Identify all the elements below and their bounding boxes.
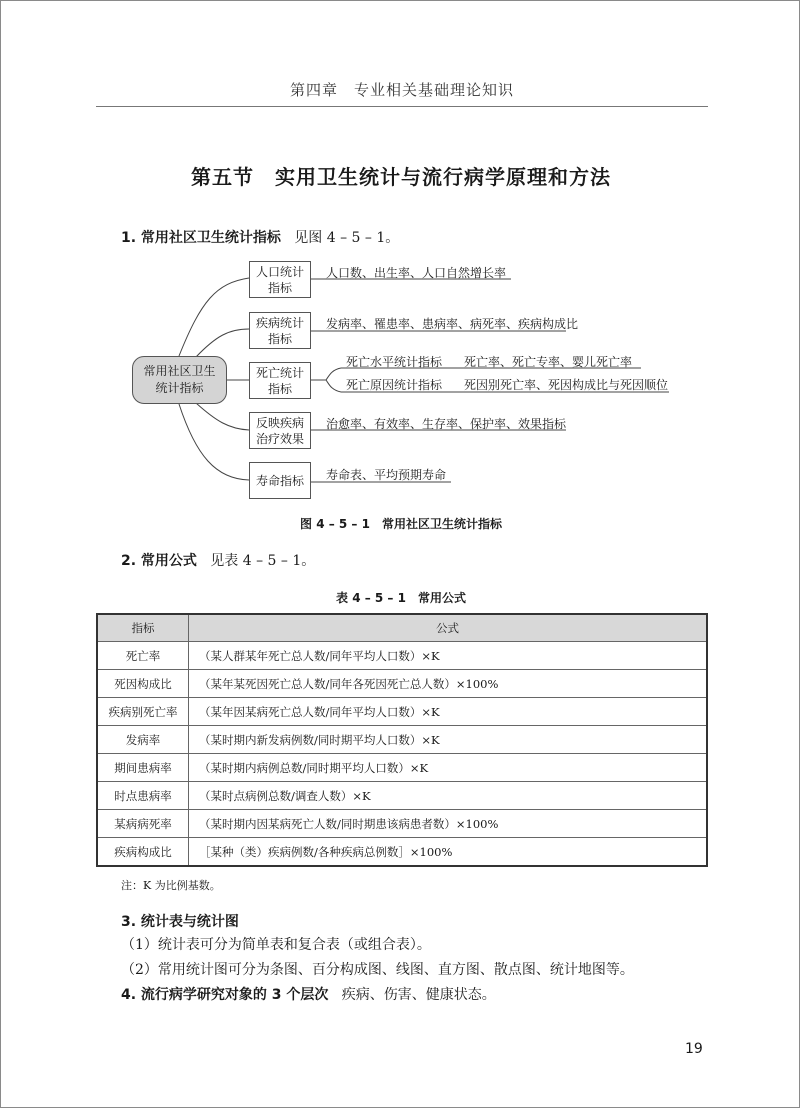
figure-sub-death-level: 死亡水平统计指标	[346, 355, 443, 369]
table-cell-indicator: 疾病别死亡率	[97, 698, 189, 726]
table-cell-formula: （某年因某病死亡总人数/同年平均人口数）×K	[189, 698, 708, 726]
table-row	[97, 670, 707, 698]
item-3-title: 3. 统计表与统计图	[121, 914, 239, 930]
figure-leaf-lifespan: 寿命表、平均预期寿命	[326, 468, 447, 482]
figure-leaf-treatment: 治愈率、有效率、生存率、保护率、效果指标	[326, 417, 567, 431]
table-cell-indicator: 死亡率	[97, 642, 189, 670]
table-row	[97, 782, 707, 810]
item-4-title: 4. 流行病学研究对象的 3 个层次	[121, 987, 329, 1003]
header-rule	[96, 106, 708, 107]
table-cell-indicator: 发病率	[97, 726, 189, 754]
figure-node-treatment: 反映疾病治疗效果	[249, 412, 311, 449]
table-cell-indicator: 某病病死率	[97, 810, 189, 838]
formula-table	[96, 613, 708, 867]
figure-leaf-disease: 发病率、罹患率、患病率、病死率、疾病构成比	[326, 317, 579, 331]
item-4-heading	[121, 984, 496, 1004]
table-caption: 表 4 – 5 – 1 常用公式	[336, 591, 466, 605]
table-cell-indicator: 时点患病率	[97, 782, 189, 810]
table-cell-formula: ［某种（类）疾病例数/各种疾病总例数］×100%	[189, 838, 708, 867]
item-3-heading	[121, 911, 239, 931]
figure-caption: 图 4 – 5 – 1 常用社区卫生统计指标	[300, 517, 502, 531]
table-header-row	[97, 614, 707, 642]
page-number: 19	[685, 1041, 703, 1057]
figure-sub-death-cause: 死亡原因统计指标	[346, 378, 443, 392]
table-cell-formula: （某时期内因某病死亡人数/同时期患该病患者数）×100%	[189, 810, 708, 838]
item-2-ref: 见表 4 – 5 – 1。	[210, 553, 316, 569]
figure-leaf-death-level: 死亡率、死亡专率、婴儿死亡率	[464, 355, 633, 369]
table-row	[97, 698, 707, 726]
figure-node-population: 人口统计指标	[249, 261, 311, 298]
table-header-indicator: 指标	[97, 614, 189, 642]
running-head: 第四章 专业相关基础理论知识	[289, 81, 514, 99]
figure-node-lifespan: 寿命指标	[249, 462, 311, 499]
table-row	[97, 754, 707, 782]
table-cell-formula: （某时期内新发病例数/同时期平均人口数）×K	[189, 726, 708, 754]
item-1-title: 1. 常用社区卫生统计指标	[121, 230, 281, 246]
table-header-formula: 公式	[189, 614, 708, 642]
figure-root-node: 常用社区卫生统计指标	[132, 356, 227, 404]
item-3-paragraph-2: （2）常用统计图可分为条图、百分构成图、线图、直方图、散点图、统计地图等。	[121, 962, 634, 978]
table-row	[97, 642, 707, 670]
table-cell-indicator: 死因构成比	[97, 670, 189, 698]
figure-leaf-population: 人口数、出生率、人口自然增长率	[326, 266, 507, 280]
item-4-text: 疾病、伤害、健康状态。	[341, 987, 496, 1003]
item-2-heading	[121, 550, 315, 570]
item-1-heading	[121, 227, 399, 247]
table-cell-formula: （某时期内病例总数/同时期平均人口数）×K	[189, 754, 708, 782]
table-note: 注：K 为比例基数。	[121, 879, 221, 892]
table-cell-formula: （某人群某年死亡总人数/同年平均人口数）×K	[189, 642, 708, 670]
table-row	[97, 810, 707, 838]
table-cell-indicator: 期间患病率	[97, 754, 189, 782]
section-title: 第五节 实用卫生统计与流行病学原理和方法	[191, 165, 611, 189]
item-3-paragraph-1: （1）统计表可分为简单表和复合表（或组合表）。	[121, 937, 431, 953]
figure-leaf-death-cause: 死因别死亡率、死因构成比与死因顺位	[464, 378, 669, 392]
figure-node-disease: 疾病统计指标	[249, 312, 311, 349]
item-2-title: 2. 常用公式	[121, 553, 197, 569]
table-cell-formula: （某年某死因死亡总人数/同年各死因死亡总人数）×100%	[189, 670, 708, 698]
table-row	[97, 726, 707, 754]
table-row	[97, 838, 707, 867]
table-cell-indicator: 疾病构成比	[97, 838, 189, 867]
table-cell-formula: （某时点病例总数/调查人数）×K	[189, 782, 708, 810]
figure-node-death: 死亡统计指标	[249, 362, 311, 399]
item-1-ref: 见图 4 – 5 – 1。	[294, 230, 400, 246]
